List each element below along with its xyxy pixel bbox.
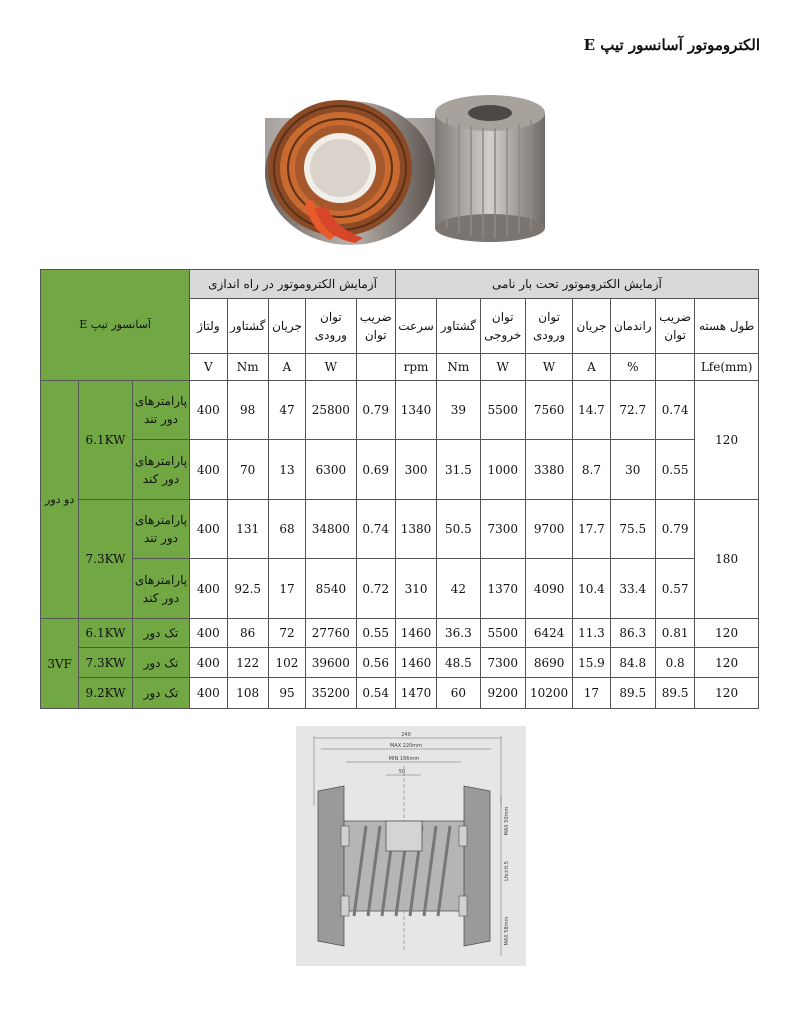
unit-cell: Lfe(mm) — [695, 354, 759, 381]
cell: 0.55 — [655, 440, 694, 500]
cell: 14.7 — [573, 381, 610, 440]
cell: 95 — [268, 678, 305, 709]
power-rating: 7.3KW — [79, 648, 132, 678]
param-label: پارامترهای دور تند — [132, 381, 189, 440]
cell: 1340 — [395, 381, 436, 440]
cell: 47 — [268, 381, 305, 440]
cell: 0.79 — [356, 381, 395, 440]
cell: 5500 — [480, 619, 525, 648]
param-label: تک دور — [132, 619, 189, 648]
cell: 75.5 — [610, 500, 655, 559]
cell: 48.5 — [437, 648, 480, 678]
col-start-current: جریان — [268, 299, 305, 354]
cell: 1470 — [395, 678, 436, 709]
power-rating: 7.3KW — [79, 500, 132, 619]
param-label: پارامترهای دور کند — [132, 559, 189, 619]
cell: 8540 — [306, 559, 356, 619]
cell: 131 — [227, 500, 268, 559]
cell: 17 — [268, 559, 305, 619]
dim-total: 240 — [401, 732, 411, 738]
unit-cell: A — [573, 354, 610, 381]
cell: 86 — [227, 619, 268, 648]
unit-cell: rpm — [395, 354, 436, 381]
cell: 0.74 — [356, 500, 395, 559]
cell: 10200 — [525, 678, 572, 709]
table-row — [41, 678, 759, 709]
cell: 102 — [268, 648, 305, 678]
cell: 3380 — [525, 440, 572, 500]
technical-drawing — [296, 726, 526, 966]
cell: 89.5 — [610, 678, 655, 709]
dim-mid-right: Lfe±0.5 — [504, 861, 510, 881]
col-rated-torque: گشتاور — [437, 299, 480, 354]
cell: 39 — [437, 381, 480, 440]
core-length: 120 — [695, 648, 759, 678]
col-voltage: ولتاژ — [190, 299, 227, 354]
cell: 108 — [227, 678, 268, 709]
core-length: 120 — [695, 381, 759, 500]
cell: 5500 — [480, 381, 525, 440]
cell: 300 — [395, 440, 436, 500]
cell: 72.7 — [610, 381, 655, 440]
cell: 89.5 — [655, 678, 694, 709]
dim-bottom-right: MAX 58mm — [504, 916, 510, 946]
cell: 0.54 — [356, 678, 395, 709]
cell: 400 — [190, 381, 227, 440]
cell: 42 — [437, 559, 480, 619]
cell: 10.4 — [573, 559, 610, 619]
cell: 11.3 — [573, 619, 610, 648]
cell: 60 — [437, 678, 480, 709]
power-rating: 6.1KW — [79, 619, 132, 648]
cell: 17.7 — [573, 500, 610, 559]
cell: 0.55 — [356, 619, 395, 648]
dim-max: MAX 220mm — [389, 743, 423, 749]
page-title: الکتروموتور آسانسور تیپ E — [583, 36, 760, 54]
col-speed: سرعت — [395, 299, 436, 354]
spec-table — [40, 269, 759, 709]
cell: 7560 — [525, 381, 572, 440]
core-length: 180 — [695, 500, 759, 619]
cell: 0.72 — [356, 559, 395, 619]
cell: 9200 — [480, 678, 525, 709]
unit-cell: V — [190, 354, 227, 381]
col-core-length: طول هسته — [695, 299, 759, 354]
cell: 39600 — [306, 648, 356, 678]
cell: 98 — [227, 381, 268, 440]
col-output-power: توان خروجی — [480, 299, 525, 354]
core-length: 120 — [695, 678, 759, 709]
cell: 13 — [268, 440, 305, 500]
cell: 35200 — [306, 678, 356, 709]
param-label: پارامترهای دور کند — [132, 440, 189, 500]
param-label: پارامترهای دور تند — [132, 500, 189, 559]
cell: 0.8 — [655, 648, 694, 678]
col-efficiency: راندمان — [610, 299, 655, 354]
cell: 0.69 — [356, 440, 395, 500]
type-label: آسانسور تیپ E — [41, 270, 190, 381]
cell: 7300 — [480, 500, 525, 559]
col-start-torque: گشتاور — [227, 299, 268, 354]
cell: 122 — [227, 648, 268, 678]
cell: 0.56 — [356, 648, 395, 678]
cell: 400 — [190, 500, 227, 559]
cell: 0.74 — [655, 381, 694, 440]
cell: 1380 — [395, 500, 436, 559]
rated-test-header: آزمایش الکتروموتور تحت بار نامی — [395, 270, 758, 299]
cell: 8690 — [525, 648, 572, 678]
cell: 9700 — [525, 500, 572, 559]
cell: 70 — [227, 440, 268, 500]
cell: 0.57 — [655, 559, 694, 619]
cell: 33.4 — [610, 559, 655, 619]
unit-cell: W — [480, 354, 525, 381]
dim-top-right: MAX 50mm — [504, 806, 510, 836]
power-rating: 6.1KW — [79, 381, 132, 500]
cell: 92.5 — [227, 559, 268, 619]
cell: 400 — [190, 559, 227, 619]
cell: 36.3 — [437, 619, 480, 648]
cell: 400 — [190, 678, 227, 709]
col-rated-current: جریان — [573, 299, 610, 354]
table-row — [41, 559, 759, 619]
cell: 86.3 — [610, 619, 655, 648]
core-length: 120 — [695, 619, 759, 648]
cell: 7300 — [480, 648, 525, 678]
cell: 1460 — [395, 648, 436, 678]
unit-cell: A — [268, 354, 305, 381]
group-two-speed: دو دور — [41, 381, 79, 619]
cell: 8.7 — [573, 440, 610, 500]
cell: 25800 — [306, 381, 356, 440]
cell: 400 — [190, 619, 227, 648]
col-start-power-factor: ضریب توان — [356, 299, 395, 354]
table-row — [41, 619, 759, 648]
motor-photo — [255, 78, 555, 248]
table-row — [41, 500, 759, 559]
cell: 31.5 — [437, 440, 480, 500]
cell: 30 — [610, 440, 655, 500]
power-rating: 9.2KW — [79, 678, 132, 709]
table-row — [41, 381, 759, 440]
cell: 6424 — [525, 619, 572, 648]
cell: 310 — [395, 559, 436, 619]
cell: 72 — [268, 619, 305, 648]
start-test-header: آزمایش الکتروموتور در راه اندازی — [190, 270, 396, 299]
unit-cell — [356, 354, 395, 381]
table-row — [41, 648, 759, 678]
table-row — [41, 440, 759, 500]
cell: 0.81 — [655, 619, 694, 648]
cell: 1460 — [395, 619, 436, 648]
param-label: تک دور — [132, 648, 189, 678]
cell: 17 — [573, 678, 610, 709]
cell: 50.5 — [437, 500, 480, 559]
unit-cell — [655, 354, 694, 381]
cell: 68 — [268, 500, 305, 559]
dim-50: 50 — [398, 769, 406, 775]
cell: 34800 — [306, 500, 356, 559]
unit-cell: W — [525, 354, 572, 381]
unit-cell: Nm — [437, 354, 480, 381]
unit-cell: W — [306, 354, 356, 381]
cell: 1000 — [480, 440, 525, 500]
cell: 400 — [190, 648, 227, 678]
col-start-input-power: توان ورودی — [306, 299, 356, 354]
cell: 6300 — [306, 440, 356, 500]
cell: 400 — [190, 440, 227, 500]
cell: 27760 — [306, 619, 356, 648]
col-rated-power-factor: ضریب توان — [655, 299, 694, 354]
unit-cell: % — [610, 354, 655, 381]
cell: 15.9 — [573, 648, 610, 678]
dim-min: MIN 166mm — [388, 756, 420, 762]
cell: 0.79 — [655, 500, 694, 559]
cell: 4090 — [525, 559, 572, 619]
col-rated-input-power: توان ورودی — [525, 299, 572, 354]
group-vf: 3VF — [41, 619, 79, 709]
cell: 1370 — [480, 559, 525, 619]
param-label: تک دور — [132, 678, 189, 709]
unit-cell: Nm — [227, 354, 268, 381]
cell: 84.8 — [610, 648, 655, 678]
